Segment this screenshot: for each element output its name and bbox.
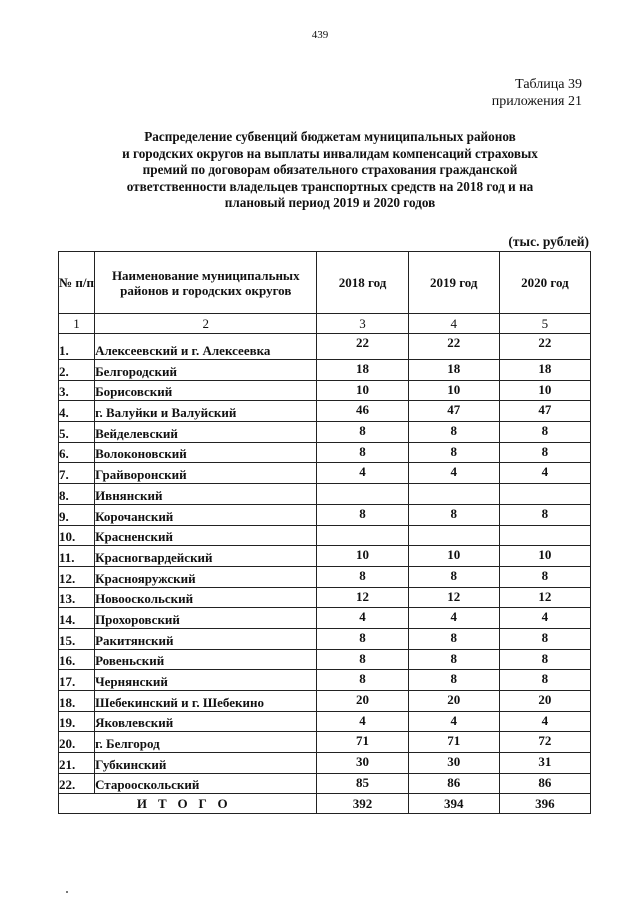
value-2020: 20 xyxy=(499,691,590,712)
table-row xyxy=(59,360,591,381)
table-row xyxy=(59,732,591,753)
value-2018 xyxy=(317,525,408,546)
table-row xyxy=(59,649,591,670)
value-2019: 8 xyxy=(408,628,499,649)
value-2018: 30 xyxy=(317,753,408,774)
header-2019: 2019 год xyxy=(408,252,499,314)
table-row xyxy=(59,691,591,712)
header-row xyxy=(59,252,591,314)
district-name: Ивнянский xyxy=(95,484,317,505)
value-2019: 12 xyxy=(408,587,499,608)
row-number: 2. xyxy=(59,360,95,381)
table-reference xyxy=(492,76,582,110)
district-name: Белгородский xyxy=(95,360,317,381)
total-2018: 392 xyxy=(317,794,408,814)
value-2019: 8 xyxy=(408,649,499,670)
table-body xyxy=(59,334,591,814)
table-row xyxy=(59,422,591,443)
title-line: ответственности владельцев транспортных средств на 2018 год и на xyxy=(126,178,534,194)
row-number: 12. xyxy=(59,566,95,587)
total-2020: 396 xyxy=(499,794,590,814)
table-row xyxy=(59,504,591,525)
district-name: Новооскольский xyxy=(95,587,317,608)
row-number: 20. xyxy=(59,732,95,753)
value-2019: 4 xyxy=(408,608,499,629)
value-2019: 10 xyxy=(408,380,499,401)
value-2018: 8 xyxy=(317,628,408,649)
table-reference-line2: приложения 21 xyxy=(491,94,582,109)
district-name: Ровеньский xyxy=(95,649,317,670)
value-2018: 4 xyxy=(317,608,408,629)
value-2018: 22 xyxy=(317,334,408,360)
value-2018: 8 xyxy=(317,566,408,587)
value-2020: 8 xyxy=(499,566,590,587)
unit-note: (тыс. рублей) xyxy=(508,234,589,249)
district-name: Шебекинский и г. Шебекино xyxy=(95,691,317,712)
value-2020: 8 xyxy=(499,670,590,691)
value-2019: 8 xyxy=(408,566,499,587)
table-reference-line1: Таблица 39 xyxy=(515,77,582,92)
row-number: 5. xyxy=(59,422,95,443)
value-2019 xyxy=(408,484,499,505)
value-2019: 10 xyxy=(408,546,499,567)
row-number: 9. xyxy=(59,504,95,525)
district-name: Корочанский xyxy=(95,504,317,525)
scan-speck xyxy=(66,891,68,893)
row-number: 21. xyxy=(59,753,95,774)
row-number: 8. xyxy=(59,484,95,505)
row-number: 19. xyxy=(59,711,95,732)
district-name: Яковлевский xyxy=(95,711,317,732)
value-2020: 4 xyxy=(499,608,590,629)
header-2020: 2020 год xyxy=(499,252,590,314)
district-name: Краснояружский xyxy=(95,566,317,587)
value-2019: 22 xyxy=(408,334,499,360)
district-name: Ракитянский xyxy=(95,628,317,649)
table-row xyxy=(59,546,591,567)
column-index: 5 xyxy=(499,314,590,334)
value-2020: 8 xyxy=(499,628,590,649)
value-2020: 8 xyxy=(499,504,590,525)
value-2020: 8 xyxy=(499,649,590,670)
district-name: г. Белгород xyxy=(95,732,317,753)
table-row xyxy=(59,525,591,546)
title-line: плановый период 2019 и 2020 годов xyxy=(224,195,436,211)
value-2019: 8 xyxy=(408,422,499,443)
header-name: Наименование муниципальных районов и городских округов xyxy=(95,252,317,314)
value-2019: 4 xyxy=(408,711,499,732)
district-name: Старооскольский xyxy=(95,773,317,794)
value-2020: 4 xyxy=(499,711,590,732)
district-name: Красненский xyxy=(95,525,317,546)
value-2018: 10 xyxy=(317,546,408,567)
value-2018: 8 xyxy=(317,504,408,525)
title-line: и городских округов на выплаты инвалидам компенсаций страховых xyxy=(122,145,538,161)
value-2018: 71 xyxy=(317,732,408,753)
value-2020: 10 xyxy=(499,546,590,567)
header-num: № п/п xyxy=(59,252,95,314)
table-row xyxy=(59,753,591,774)
table-row xyxy=(59,670,591,691)
column-index-row xyxy=(59,314,591,334)
table-row xyxy=(59,773,591,794)
total-row xyxy=(59,794,591,814)
value-2019: 47 xyxy=(408,401,499,422)
value-2018: 8 xyxy=(317,670,408,691)
row-number: 11. xyxy=(59,546,95,567)
row-number: 18. xyxy=(59,691,95,712)
value-2018: 12 xyxy=(317,587,408,608)
value-2020: 72 xyxy=(499,732,590,753)
district-name: Прохоровский xyxy=(95,608,317,629)
district-name: Вейделевский xyxy=(95,422,317,443)
district-name: Борисовский xyxy=(95,380,317,401)
value-2018: 8 xyxy=(317,442,408,463)
value-2018: 46 xyxy=(317,401,408,422)
subsidy-table xyxy=(58,251,591,814)
row-number: 3. xyxy=(59,380,95,401)
table-row xyxy=(59,463,591,484)
value-2020: 8 xyxy=(499,442,590,463)
table-row xyxy=(59,566,591,587)
table-row xyxy=(59,711,591,732)
column-index: 2 xyxy=(95,314,317,334)
title-line: Распределение субвенций бюджетам муниципальных районов xyxy=(144,129,516,144)
table-row xyxy=(59,587,591,608)
column-index: 1 xyxy=(59,314,95,334)
value-2020: 22 xyxy=(499,334,590,360)
value-2018: 8 xyxy=(317,422,408,443)
value-2020 xyxy=(499,484,590,505)
value-2020: 31 xyxy=(499,753,590,774)
value-2019: 8 xyxy=(408,442,499,463)
table-row xyxy=(59,608,591,629)
row-number: 1. xyxy=(59,334,95,360)
table-row xyxy=(59,484,591,505)
value-2019: 8 xyxy=(408,504,499,525)
value-2018: 20 xyxy=(317,691,408,712)
page-number: 439 xyxy=(311,29,329,41)
value-2020: 8 xyxy=(499,422,590,443)
header-2018: 2018 год xyxy=(317,252,408,314)
value-2019: 18 xyxy=(408,360,499,381)
value-2020 xyxy=(499,525,590,546)
row-number: 10. xyxy=(59,525,95,546)
value-2020: 4 xyxy=(499,463,590,484)
column-index: 3 xyxy=(317,314,408,334)
table-row xyxy=(59,401,591,422)
value-2019: 8 xyxy=(408,670,499,691)
district-name: Чернянский xyxy=(95,670,317,691)
district-name: Волоконовский xyxy=(95,442,317,463)
value-2020: 86 xyxy=(499,773,590,794)
district-name: Губкинский xyxy=(95,753,317,774)
district-name: Красногвардейский xyxy=(95,546,317,567)
value-2020: 10 xyxy=(499,380,590,401)
row-number: 22. xyxy=(59,773,95,794)
value-2019: 4 xyxy=(408,463,499,484)
row-number: 14. xyxy=(59,608,95,629)
total-2019: 394 xyxy=(408,794,499,814)
row-number: 13. xyxy=(59,587,95,608)
district-name: г. Валуйки и Валуйский xyxy=(95,401,317,422)
table-row xyxy=(59,334,591,360)
district-name: Алексеевский и г. Алексеевка xyxy=(95,334,317,360)
table-row xyxy=(59,628,591,649)
row-number: 7. xyxy=(59,463,95,484)
value-2019: 86 xyxy=(408,773,499,794)
row-number: 15. xyxy=(59,628,95,649)
value-2019: 20 xyxy=(408,691,499,712)
value-2019: 71 xyxy=(408,732,499,753)
value-2019: 30 xyxy=(408,753,499,774)
value-2020: 12 xyxy=(499,587,590,608)
district-name: Грайворонский xyxy=(95,463,317,484)
value-2018: 85 xyxy=(317,773,408,794)
title-line: премий по договорам обязательного страхования гражданской xyxy=(142,162,518,178)
value-2020: 47 xyxy=(499,401,590,422)
table-row xyxy=(59,380,591,401)
value-2018: 4 xyxy=(317,711,408,732)
value-2018: 4 xyxy=(317,463,408,484)
row-number: 6. xyxy=(59,442,95,463)
value-2018 xyxy=(317,484,408,505)
value-2019 xyxy=(408,525,499,546)
row-number: 16. xyxy=(59,649,95,670)
value-2020: 18 xyxy=(499,360,590,381)
value-2018: 18 xyxy=(317,360,408,381)
table-row xyxy=(59,442,591,463)
row-number: 4. xyxy=(59,401,95,422)
value-2018: 10 xyxy=(317,380,408,401)
row-number: 17. xyxy=(59,670,95,691)
document-title xyxy=(80,129,580,212)
value-2018: 8 xyxy=(317,649,408,670)
column-index: 4 xyxy=(408,314,499,334)
total-label: ИТОГО xyxy=(59,794,317,814)
